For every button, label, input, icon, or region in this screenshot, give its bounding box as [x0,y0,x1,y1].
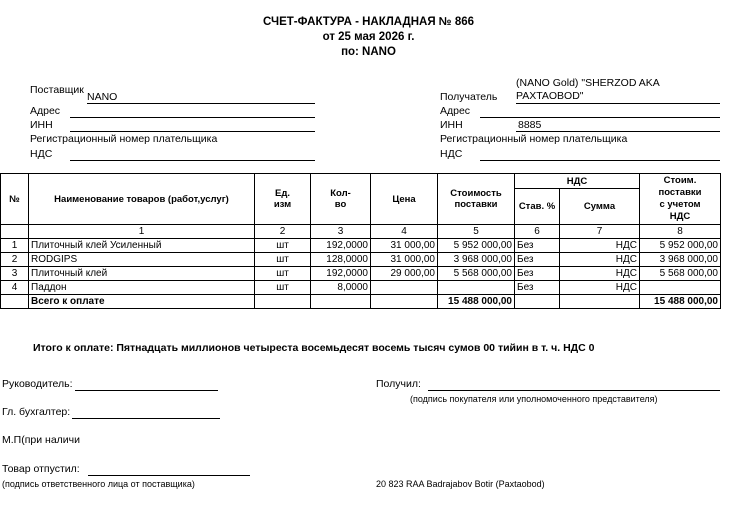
table-row [1,253,721,267]
colnum-5: 5 [438,225,515,239]
document-organization: по: NANO [341,46,396,58]
receiver-name-line1: (NANO Gold) "SHERZOD AKA [516,77,660,89]
cell-unit: шт [255,267,311,281]
cell-cost [438,281,515,295]
colnum-2: 2 [255,225,311,239]
supplier-line [87,103,315,104]
header-vat-sum: Сумма [560,189,640,225]
receiver-inn-label: ИНН [440,119,463,131]
cell-vat: НДС [560,253,640,267]
cell-cost: 5 568 000,00 [438,267,515,281]
cell-qty: 128,0000 [311,253,371,267]
cell-qty: 192,0000 [311,267,371,281]
cell-rate: Без [515,281,560,295]
header-vat: НДС [515,174,640,189]
cell-name: Паддон [29,281,255,295]
total-sum: 15 488 000,00 [640,295,721,309]
receiver-line [516,103,720,104]
cell-n: 1 [1,239,29,253]
invoice-table [0,173,721,309]
supplier-address-label: Адрес [30,105,61,117]
header-qty: Кол- во [311,174,371,225]
colnum-8: 8 [640,225,721,239]
cell-qty: 192,0000 [311,239,371,253]
document-date: от 25 мая 2026 г. [322,31,415,43]
colnum-1: 1 [29,225,255,239]
receiver-info: 20 823 RAA Badrajabov Botir (Paxtaobod) [376,479,545,489]
signature-accountant-label: Гл. бухгалтер: [2,406,71,418]
supplier-inn-label: ИНН [30,119,53,131]
cell-rate: Без [515,239,560,253]
cell-cost: 3 968 000,00 [438,253,515,267]
supplier-vat-line [70,160,315,161]
cell-vat: НДС [560,239,640,253]
signature-accountant-line[interactable] [72,418,220,419]
header-vat-rate: Став. % [515,189,560,225]
cell-total: 3 968 000,00 [640,253,721,267]
table-row [1,239,721,253]
cell-name: Плиточный клей [29,267,255,281]
document-title: СЧЕТ-ФАКТУРА - НАКЛАДНАЯ № 866 [262,16,475,28]
cell-total: 5 568 000,00 [640,267,721,281]
receiver-label: Получатель [440,91,498,103]
header-num: № [1,174,29,225]
supplier-value: NANO [87,91,118,103]
signature-released-note: (подпись ответственного лица от поставщика) [2,479,195,489]
colnum-3: 3 [311,225,371,239]
receiver-vat-label: НДС [440,148,463,160]
cell-total [640,281,721,295]
cell-rate: Без [515,267,560,281]
cell-vat: НДС [560,281,640,295]
colnum-6: 6 [515,225,560,239]
total-label: Всего к оплате [29,295,255,309]
signature-head-line[interactable] [75,390,218,391]
colnum-empty [1,225,29,239]
cell-n: 4 [1,281,29,295]
signature-head-label: Руководитель: [2,378,73,390]
stamp-label: М.П(при наличи [2,434,80,446]
cell-unit: шт [255,253,311,267]
cell-n: 2 [1,253,29,267]
supplier-address-line [70,117,315,118]
header-unit: Ед. изм [255,174,311,225]
colnum-4: 4 [371,225,438,239]
signature-received-line[interactable] [428,390,720,391]
cell-unit: шт [255,239,311,253]
cell-qty: 8,0000 [311,281,371,295]
cell-price: 29 000,00 [371,267,438,281]
supplier-label: Поставщик [30,84,84,96]
receiver-name-line2: PAXTAOBOD" [516,90,584,102]
total-row [1,295,721,309]
signature-released-line[interactable] [88,475,250,476]
receiver-address-line [480,117,720,118]
signature-received-note: (подпись покупателя или уполномоченного представителя) [410,394,658,404]
signature-released-label: Товар отпустил: [2,463,80,475]
table-row [1,267,721,281]
supplier-vat-label: НДС [30,148,53,160]
receiver-reg-label: Регистрационный номер плательщика [440,133,628,145]
header-total: Стоим. поставки с учетом НДС [640,174,721,225]
cell-price: 31 000,00 [371,253,438,267]
cell-price [371,281,438,295]
receiver-address-label: Адрес [440,105,471,117]
total-in-words: Итого к оплате: Пятнадцать миллионов четыреста восемьдесят восемь тысяч сумов 00 тийин в т. ч. НДС 0 [33,342,595,354]
supplier-inn-line [70,131,315,132]
cell-cost: 5 952 000,00 [438,239,515,253]
colnum-7: 7 [560,225,640,239]
supplier-reg-label: Регистрационный номер плательщика [30,133,218,145]
receiver-vat-line [480,160,720,161]
cell-price: 31 000,00 [371,239,438,253]
receiver-inn-line [516,131,720,132]
header-price: Цена [371,174,438,225]
cell-name: Плиточный клей Усиленный [29,239,255,253]
receiver-inn-value: 8885 [518,119,542,131]
table-row [1,281,721,295]
signature-received-label: Получил: [376,378,421,390]
total-cost: 15 488 000,00 [438,295,515,309]
header-cost: Стоимость поставки [438,174,515,225]
column-numbers-row [1,225,721,239]
cell-vat: НДС [560,267,640,281]
cell-unit: шт [255,281,311,295]
header-name: Наименование товаров (работ,услуг) [29,174,255,225]
cell-total: 5 952 000,00 [640,239,721,253]
cell-rate: Без [515,253,560,267]
header-row [1,174,721,189]
cell-n: 3 [1,267,29,281]
cell-name: RODGIPS [29,253,255,267]
